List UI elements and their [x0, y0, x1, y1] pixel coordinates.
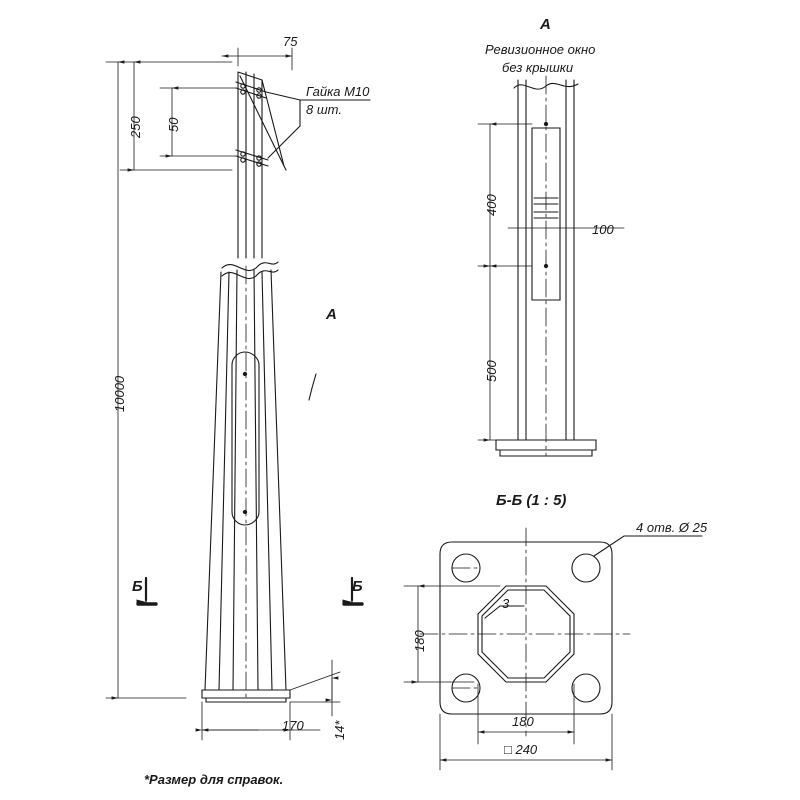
lower-pole-body — [205, 270, 286, 690]
section-mark-right: Б — [352, 578, 363, 595]
detail-a-mark-on-pole: А — [326, 306, 337, 323]
dim-wall-thickness: 3 — [502, 596, 510, 611]
section-bb-drawing — [420, 528, 702, 736]
dim-plate-square: □ 240 — [504, 742, 538, 757]
dimension-lines-main — [106, 48, 340, 740]
dim-octagon-vertical: 180 — [412, 630, 427, 652]
dim-window-width: 100 — [592, 222, 614, 237]
section-bb-title: Б-Б (1 : 5) — [496, 492, 567, 509]
reference-size-note: *Размер для справок. — [144, 772, 284, 787]
hole-note: 4 отв. Ø 25 — [636, 520, 708, 535]
dim-octagon-horizontal: 180 — [512, 714, 534, 729]
section-marks — [138, 578, 362, 604]
callout-nut-label-line2: 8 шт. — [306, 102, 342, 117]
break-line — [222, 262, 278, 279]
detail-a-subtitle-line2: без крышки — [502, 60, 574, 75]
main-pole-outline — [236, 72, 286, 258]
dim-bottom-height: 500 — [484, 360, 499, 382]
dim-top-width: 75 — [283, 34, 298, 49]
dim-bracket-pitch: 50 — [166, 117, 181, 132]
dim-bracket-height: 250 — [128, 116, 143, 138]
dim-window-height: 400 — [484, 194, 499, 216]
dim-base-width: 170 — [282, 718, 304, 733]
detail-a-title: А — [540, 16, 551, 33]
dim-total-height: 10000 — [112, 375, 127, 412]
dim-base-plate-thickness: 14* — [332, 720, 347, 740]
callout-nut-label-line1: Гайка М10 — [306, 84, 370, 99]
dimension-lines-detail-a — [478, 124, 624, 440]
detail-a-leader — [309, 374, 316, 400]
detail-a-subtitle-line1: Ревизионное окно — [485, 42, 596, 57]
section-mark-left: Б — [132, 578, 143, 595]
